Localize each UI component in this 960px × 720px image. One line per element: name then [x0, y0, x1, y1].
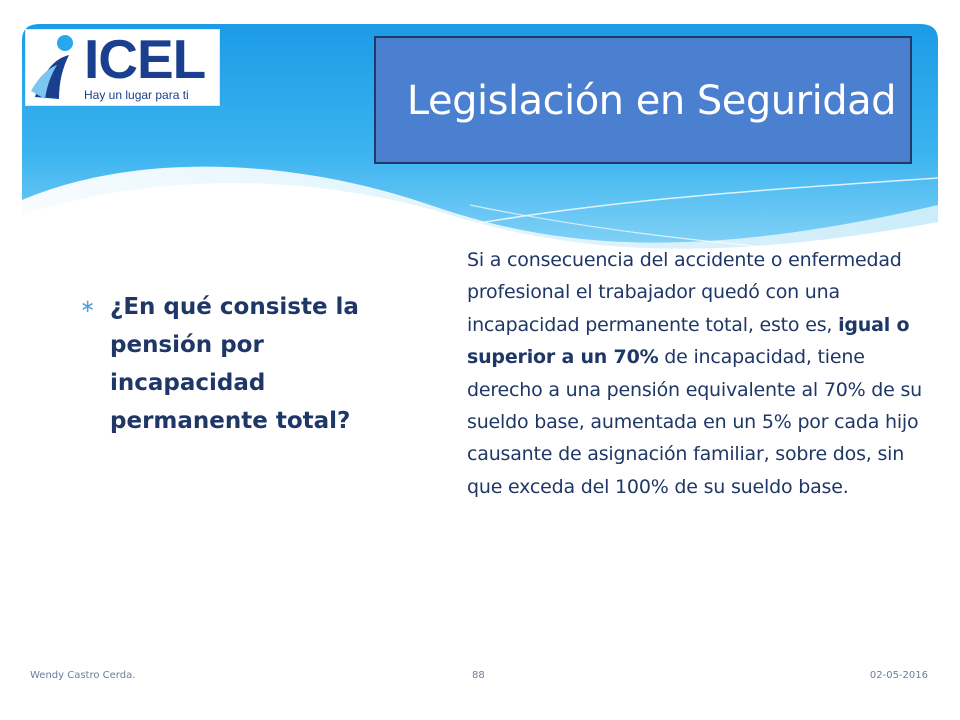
title-box	[374, 36, 912, 164]
logo-wordmark: ICEL	[84, 28, 206, 90]
footer-author: Wendy Castro Cerda.	[30, 670, 136, 681]
bullet-icon: ∗	[80, 296, 96, 317]
answer-bold-text: igual o superior a un 70%	[467, 313, 910, 369]
footer-page-number: 88	[472, 670, 485, 681]
logo-tagline: Hay un lugar para ti	[84, 88, 189, 102]
footer-date: 02-05-2016	[869, 670, 928, 681]
question-text: ¿En qué consiste la pensión por incapacidad permanente total?	[110, 294, 359, 434]
logo-figure-icon	[29, 33, 85, 103]
icel-logo	[25, 29, 220, 106]
answer-paragraph	[467, 244, 927, 503]
slide-title: Legislación en Seguridad	[406, 78, 896, 124]
question-bullet-item	[80, 288, 380, 440]
answer-text-part1: Si a consecuencia del accidente o enfermedad profesional el trabajador quedó con una incapacidad permanente total, esto es,	[467, 249, 902, 336]
answer-text-part2: de incapacidad, tiene derecho a una pensión equivalente al 70% de su sueldo base, aumentada en un 5% por cada hijo causante de asignación familiar, sobre dos, sin que exceda del 100% de su sueldo base.	[467, 346, 923, 498]
